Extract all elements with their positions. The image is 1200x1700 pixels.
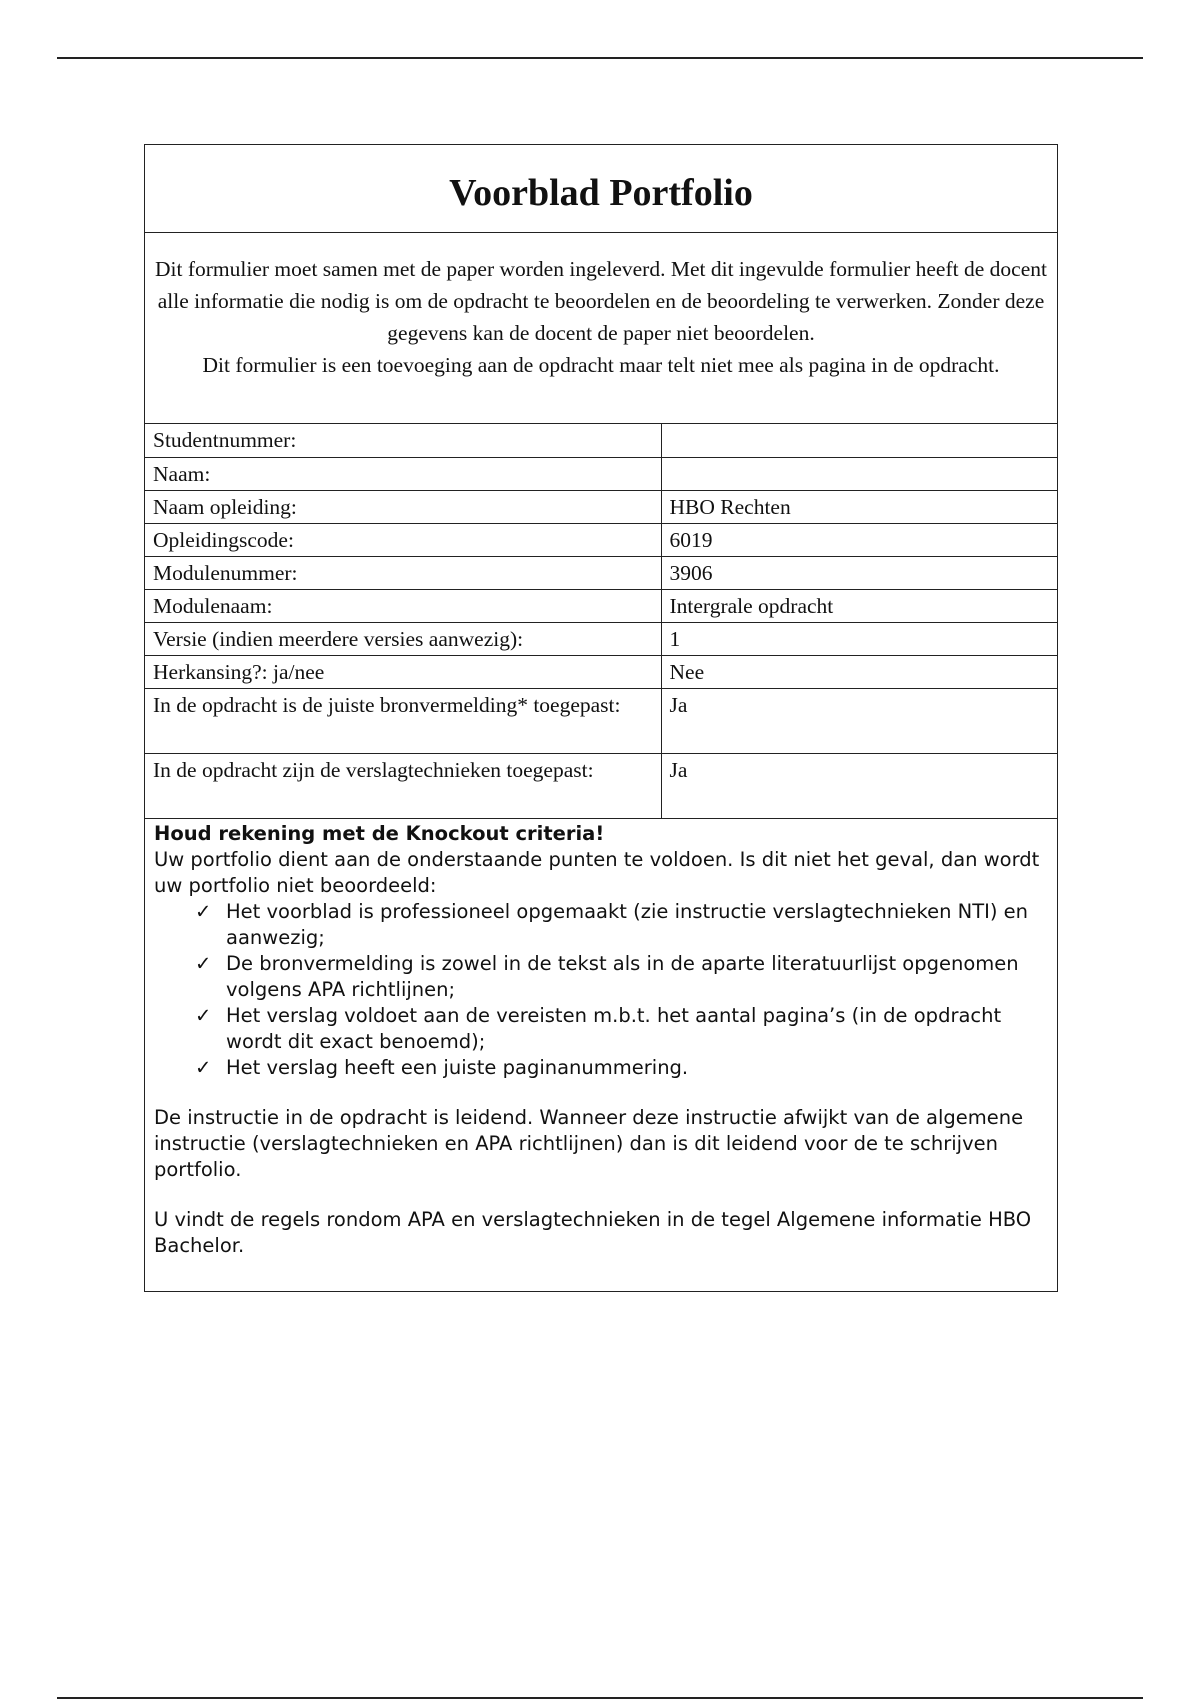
field-label: Versie (indien meerdere versies aanwezig):	[145, 622, 661, 655]
list-item	[195, 1003, 1049, 1055]
checkmark-icon: ✓	[195, 1003, 212, 1027]
field-value-opleidingscode[interactable]: 6019	[661, 523, 1057, 556]
field-label: In de opdracht zijn de verslagtechnieken toegepast:	[145, 753, 661, 818]
apa-info-paragraph: U vindt de regels rondom APA en verslagtechnieken in de tegel Algemene informatie HBO Bachelor.	[154, 1207, 1032, 1257]
list-item-text: De bronvermelding is zowel in de tekst als in de aparte literatuurlijst opgenomen volgens APA richtlijnen;	[226, 951, 1019, 1001]
field-row-studentnummer	[145, 424, 1057, 457]
knockout-list	[154, 899, 1049, 1081]
field-value-bronvermelding[interactable]: Ja	[661, 688, 1057, 753]
header-rule	[57, 57, 1143, 59]
field-value-verslagtechnieken[interactable]: Ja	[661, 753, 1057, 818]
field-value-naam[interactable]	[661, 457, 1057, 490]
list-item	[195, 1055, 1049, 1081]
intro-paragraph: Dit formulier moet samen met de paper worden ingeleverd. Met dit ingevulde formulier heeft de docent alle informatie die nodig is om de opdracht te beoordelen en de beoordeling te verwerken. Zonder deze gegevens kan de docent de paper niet beoordelen.	[155, 257, 1047, 345]
field-label: Naam:	[145, 457, 661, 490]
intro-block	[145, 233, 1057, 424]
fields-table	[145, 424, 1057, 819]
footer-rule	[57, 1697, 1143, 1699]
list-item-text: Het voorblad is professioneel opgemaakt (zie instructie verslagtechnieken NTI) en aanwezig;	[226, 899, 1029, 949]
instruction-paragraph: De instructie in de opdracht is leidend. Wanneer deze instructie afwijkt van de algemene instructie (verslagtechnieken en APA richtlijnen) dan is dit leidend voor de te schrijven portfolio.	[154, 1105, 1024, 1181]
cover-form	[144, 144, 1058, 1292]
field-row-verslagtechnieken	[145, 753, 1057, 818]
form-title: Voorblad Portfolio	[145, 145, 1057, 233]
field-value-studentnummer[interactable]	[661, 424, 1057, 457]
field-row-naam	[145, 457, 1057, 490]
field-value-naam-opleiding[interactable]: HBO Rechten	[661, 490, 1057, 523]
field-label: Modulenaam:	[145, 589, 661, 622]
field-value-modulenummer[interactable]: 3906	[661, 556, 1057, 589]
field-label: In de opdracht is de juiste bronvermelding* toegepast:	[145, 688, 661, 753]
knockout-intro: Uw portfolio dient aan de onderstaande punten te voldoen. Is dit niet het geval, dan wordt uw portfolio niet beoordeeld:	[154, 847, 1040, 897]
field-label: Herkansing?: ja/nee	[145, 655, 661, 688]
list-item	[195, 899, 1049, 951]
list-item-text: Het verslag heeft een juiste paginanummering.	[226, 1055, 689, 1079]
field-row-modulenaam	[145, 589, 1057, 622]
intro-paragraph: Dit formulier is een toevoeging aan de opdracht maar telt niet mee als pagina in de opdracht.	[202, 353, 1000, 377]
field-row-bronvermelding	[145, 688, 1057, 753]
field-label: Naam opleiding:	[145, 490, 661, 523]
knockout-heading: Houd rekening met de Knockout criteria!	[154, 821, 605, 845]
field-label: Studentnummer:	[145, 424, 661, 457]
field-row-modulenummer	[145, 556, 1057, 589]
field-label: Opleidingscode:	[145, 523, 661, 556]
field-row-versie	[145, 622, 1057, 655]
field-value-modulenaam[interactable]: Intergrale opdracht	[661, 589, 1057, 622]
checkmark-icon: ✓	[195, 899, 212, 923]
list-item-text: Het verslag voldoet aan de vereisten m.b.t. het aantal pagina’s (in de opdracht wordt dit exact benoemd);	[226, 1003, 1002, 1053]
list-item	[195, 951, 1049, 1003]
field-value-versie[interactable]: 1	[661, 622, 1057, 655]
field-row-naam-opleiding	[145, 490, 1057, 523]
field-label: Modulenummer:	[145, 556, 661, 589]
knockout-section	[145, 819, 1057, 1291]
field-row-herkansing	[145, 655, 1057, 688]
checkmark-icon: ✓	[195, 951, 212, 975]
field-value-herkansing[interactable]: Nee	[661, 655, 1057, 688]
field-row-opleidingscode	[145, 523, 1057, 556]
checkmark-icon: ✓	[195, 1055, 212, 1079]
